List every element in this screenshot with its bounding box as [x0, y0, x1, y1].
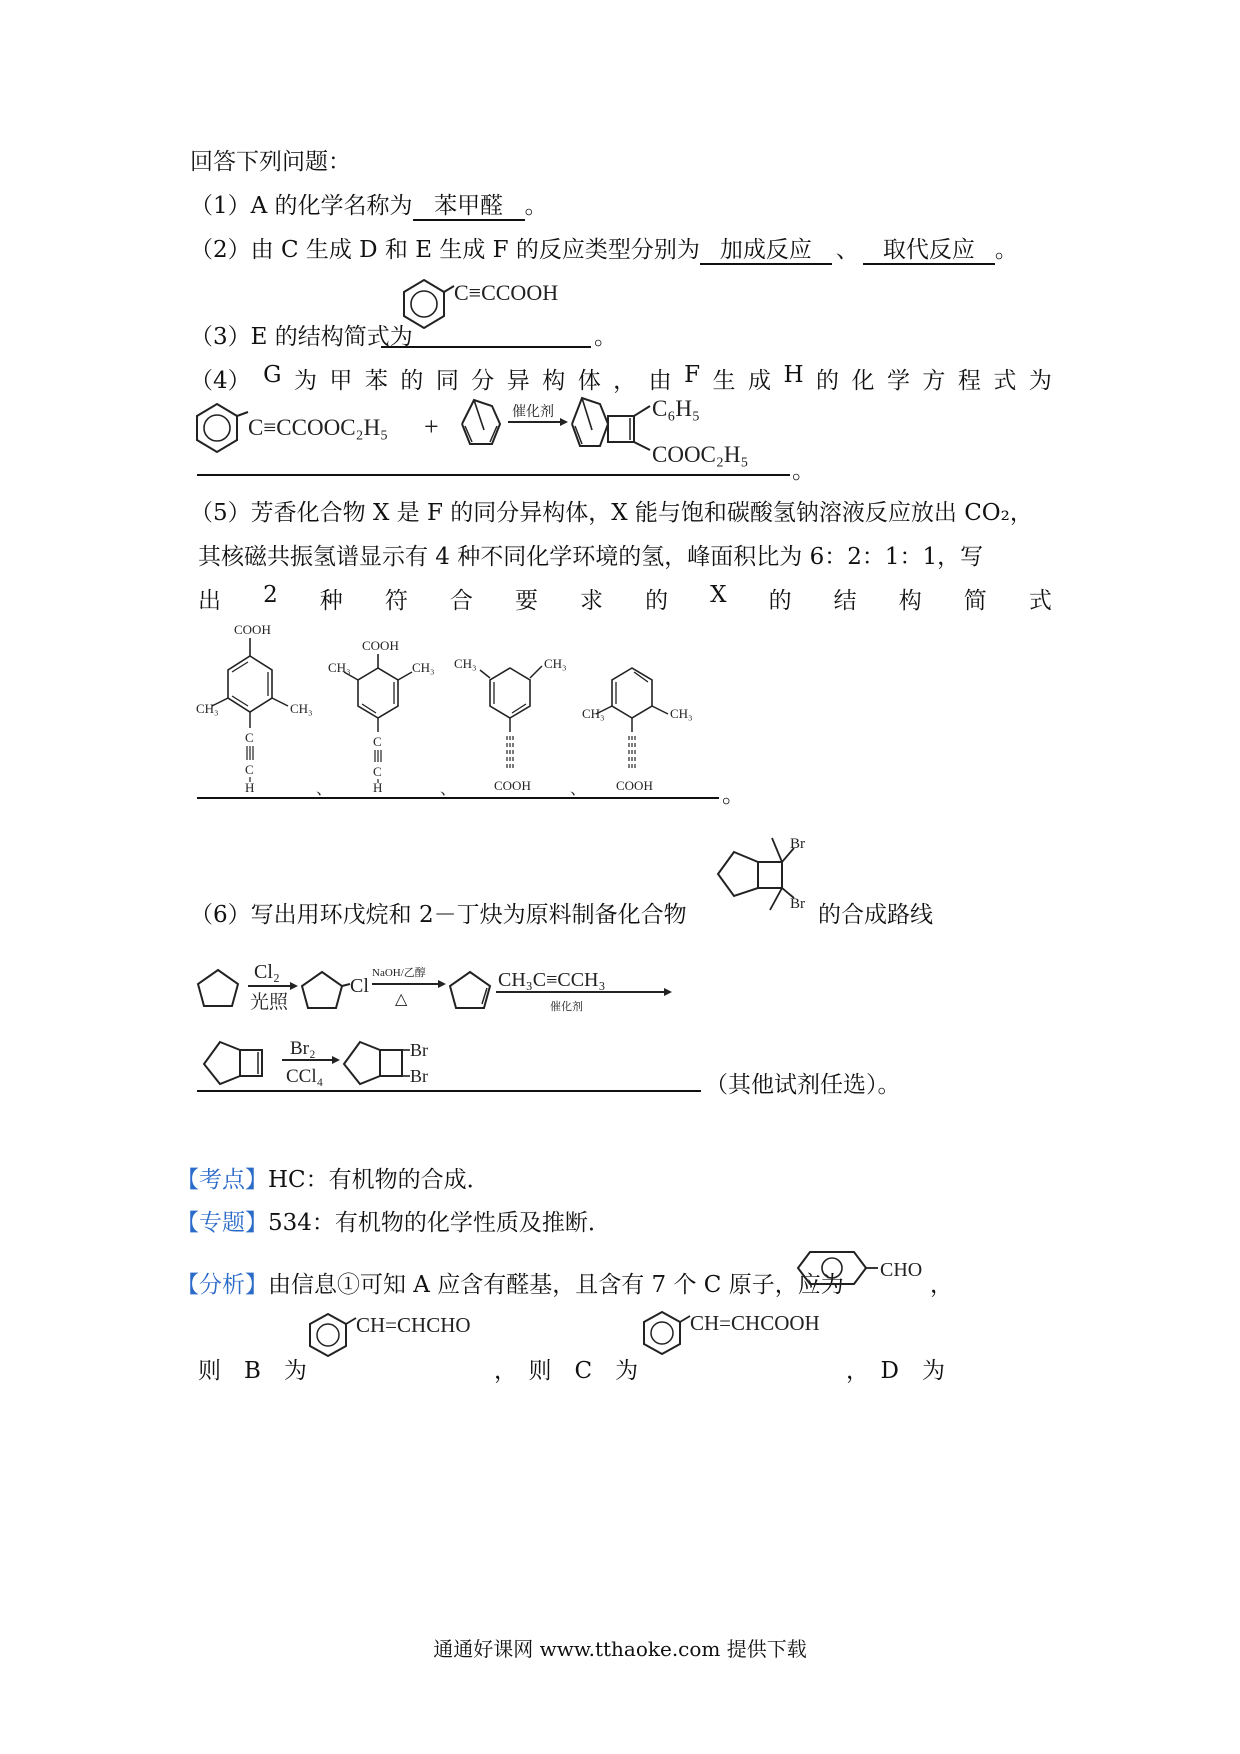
- reagent-heat: △: [395, 991, 408, 1008]
- justified-char: 求: [580, 588, 604, 614]
- question-1: [190, 187, 548, 221]
- justified-char: 出: [198, 588, 221, 614]
- label-c: C: [245, 730, 254, 745]
- label-ch3: CH₃: [328, 660, 351, 675]
- aromatic-circle: [204, 415, 230, 441]
- label-br: Br: [790, 836, 805, 852]
- reagent-light: 光照: [250, 992, 289, 1013]
- justified-char: 的: [768, 588, 792, 614]
- footer-text: 通通好课网 www.tthaoke.com 提供下载: [433, 1637, 807, 1661]
- cyclopentane: [198, 970, 238, 1006]
- justified-char: 苯: [364, 368, 388, 394]
- justified-char: 式: [993, 368, 1017, 394]
- zhuanti-text: 534：有机物的化学性质及推断．: [268, 1210, 611, 1236]
- label-h: H: [373, 780, 383, 795]
- x-structure-4: [582, 668, 693, 793]
- label-cooh: COOH: [494, 778, 531, 793]
- justified-char: 的: [400, 368, 424, 394]
- label-h: H: [245, 780, 255, 795]
- q2-answer-1: 加成反应: [700, 238, 832, 265]
- catalyst-label: 催化剂: [512, 405, 554, 420]
- justified-char: 由: [648, 368, 672, 394]
- reagent-cl2: Cl₂: [254, 961, 280, 983]
- q5-line-1: （5）芳香化合物 X 是 F 的同分异构体，X 能与饱和碳酸氢钠溶液反应放出 CO₂，: [190, 500, 1033, 526]
- arrow-head: [560, 418, 568, 426]
- justified-char: ，: [613, 368, 637, 394]
- justified-char: 结: [833, 588, 857, 614]
- q4-answer-line: [197, 474, 790, 476]
- label-br: Br: [790, 896, 805, 912]
- fenxi-line2-a: 则 B 为: [198, 1358, 307, 1384]
- a-structure: [788, 1246, 938, 1292]
- q4-suffix: 。: [792, 458, 815, 484]
- q4-equation: [192, 392, 812, 472]
- justified-char: H: [783, 362, 804, 388]
- justified-char: 甲: [329, 368, 353, 394]
- q5-answer-line: [197, 797, 719, 799]
- reagent-ccl4: CCl₄: [286, 1066, 324, 1087]
- x-structure-1: [196, 622, 313, 795]
- justified-char: 同: [435, 368, 459, 394]
- label-br: Br: [410, 1040, 428, 1060]
- q2-sep: 、: [835, 237, 859, 263]
- justified-char: X: [710, 582, 727, 608]
- q6-tail: （其他试剂任选）。: [705, 1072, 901, 1098]
- product-structure: [572, 398, 650, 450]
- label-cooh: COOH: [362, 638, 399, 653]
- q6-prefix: （6）写出用环戊烷和 2－丁炔为原料制备化合物: [190, 902, 687, 928]
- label-c: C: [373, 734, 382, 749]
- x-structure-2: [328, 638, 435, 795]
- reagent-butyne: CH₃C≡CCH₃: [498, 969, 606, 991]
- justified-char: G: [263, 362, 282, 388]
- justified-char: 为: [293, 368, 317, 394]
- label-ch3: CH₃: [412, 660, 435, 675]
- justified-char: （4）: [190, 368, 251, 394]
- intro-text: 回答下列问题：: [190, 149, 351, 175]
- zhuanti: [176, 1204, 611, 1237]
- label-ch3: CH₃: [290, 701, 313, 716]
- justified-char: 化: [851, 368, 875, 394]
- q2-prefix: （2）由 C 生成 D 和 E 生成 F 的反应类型分别为: [190, 237, 700, 263]
- justified-char: 为: [1028, 368, 1052, 394]
- justified-char: 学: [886, 368, 910, 394]
- q5-sep: 、: [316, 781, 333, 798]
- x-structure-3: [454, 656, 567, 793]
- norbornadiene: [462, 400, 500, 444]
- justified-char: 的: [816, 368, 840, 394]
- q2-answer-2: 取代反应: [863, 238, 995, 265]
- benzene-ring: [197, 404, 237, 452]
- label-ch3: CH₃: [196, 701, 219, 716]
- zhuanti-tag: 【专题】: [176, 1210, 268, 1236]
- label-cl: Cl: [350, 975, 369, 997]
- b-formula: CH=CHCHO: [356, 1313, 471, 1337]
- justified-char: 程: [957, 368, 981, 394]
- label-c: C: [245, 762, 254, 777]
- c-structure: [638, 1304, 848, 1364]
- bond: [237, 412, 248, 416]
- justified-char: 构: [542, 368, 566, 394]
- q1-answer: 苯甲醛: [413, 194, 525, 221]
- fenxi-tag: 【分析】: [176, 1272, 268, 1298]
- benzene-ring: [404, 280, 444, 328]
- justified-char: F: [684, 362, 701, 388]
- b-structure: [304, 1306, 504, 1366]
- q5-sep: 、: [440, 781, 457, 798]
- label-cho: CHO: [880, 1259, 923, 1281]
- q6-synthesis-route: [192, 960, 692, 1090]
- kaodian: [176, 1161, 490, 1194]
- justified-char: 方: [922, 368, 946, 394]
- label-ch3: CH₃: [544, 656, 567, 671]
- plus-sign: +: [424, 412, 439, 441]
- justified-char: 合: [449, 588, 473, 614]
- reagent-catalyst: 催化剂: [550, 1001, 583, 1013]
- q6-answer-line: [197, 1090, 701, 1092]
- aromatic-circle: [411, 291, 437, 317]
- q2-suffix: 。: [994, 237, 1018, 263]
- label-cooh: COOH: [234, 622, 271, 637]
- q5-sep: 、: [570, 781, 587, 798]
- q1-suffix: 。: [524, 193, 548, 219]
- question-4: [190, 362, 1052, 395]
- reactant-formula: C≡CCOOC₂H₅: [248, 415, 389, 440]
- kaodian-tag: 【考点】: [176, 1167, 268, 1193]
- label-ch3: CH₃: [670, 706, 693, 721]
- question-3-prefix: （3）E 的结构简式为: [190, 324, 413, 350]
- q3-answer-line: [381, 346, 591, 348]
- product-sub-top: C₆H₅: [652, 396, 700, 421]
- reagent-br2: Br₂: [290, 1038, 316, 1059]
- label-br: Br: [410, 1066, 428, 1086]
- e-structure: [396, 272, 576, 336]
- x-structures: [190, 620, 750, 810]
- label-c: C: [373, 764, 382, 779]
- justified-char: 体: [577, 368, 601, 394]
- q1-prefix: （1）A 的化学名称为: [190, 193, 413, 219]
- fenxi-comma: ，: [930, 1272, 953, 1298]
- reagent-naoh: NaOH/乙醇: [372, 967, 426, 979]
- q5-line-3: [198, 582, 1052, 615]
- q5-suffix: 。: [722, 782, 745, 808]
- justified-char: 2: [263, 582, 278, 608]
- justified-char: 简: [963, 588, 987, 614]
- q6-suffix: 的合成路线: [818, 902, 933, 928]
- fenxi-line2-b: ， 则 C 为: [494, 1358, 639, 1384]
- e-formula: C≡CCOOH: [454, 280, 559, 305]
- q6-target-structure: [710, 830, 820, 912]
- fenxi-line2-c: ， D 为: [846, 1358, 945, 1384]
- justified-char: 成: [748, 368, 772, 394]
- justified-char: 构: [898, 588, 922, 614]
- justified-char: 的: [645, 588, 669, 614]
- c-formula: CH=CHCOOH: [690, 1311, 820, 1335]
- kaodian-text: HC：有机物的合成．: [268, 1167, 490, 1193]
- question-2: [190, 231, 1018, 265]
- fenxi-text: 由信息①可知 A 应含有醛基，且含有 7 个 C 原子，应为: [268, 1272, 844, 1298]
- product-sub-bottom: COOC₂H₅: [652, 442, 749, 467]
- label-ch3: CH₃: [582, 706, 605, 721]
- justified-char: 种: [319, 588, 343, 614]
- q5-line-2: 其核磁共振氢谱显示有 4 种不同化学环境的氢，峰面积比为 6：2：1：1，写: [198, 544, 984, 570]
- justified-char: 生: [712, 368, 736, 394]
- justified-char: 异: [506, 368, 530, 394]
- justified-char: 符: [384, 588, 408, 614]
- justified-char: 式: [1028, 588, 1052, 614]
- q3-suffix: 。: [594, 324, 617, 350]
- justified-char: 要: [514, 588, 538, 614]
- fenxi: [176, 1266, 844, 1299]
- label-ch3: CH₃: [454, 656, 477, 671]
- justified-char: 分: [471, 368, 495, 394]
- label-cooh: COOH: [616, 778, 653, 793]
- bond: [444, 286, 454, 292]
